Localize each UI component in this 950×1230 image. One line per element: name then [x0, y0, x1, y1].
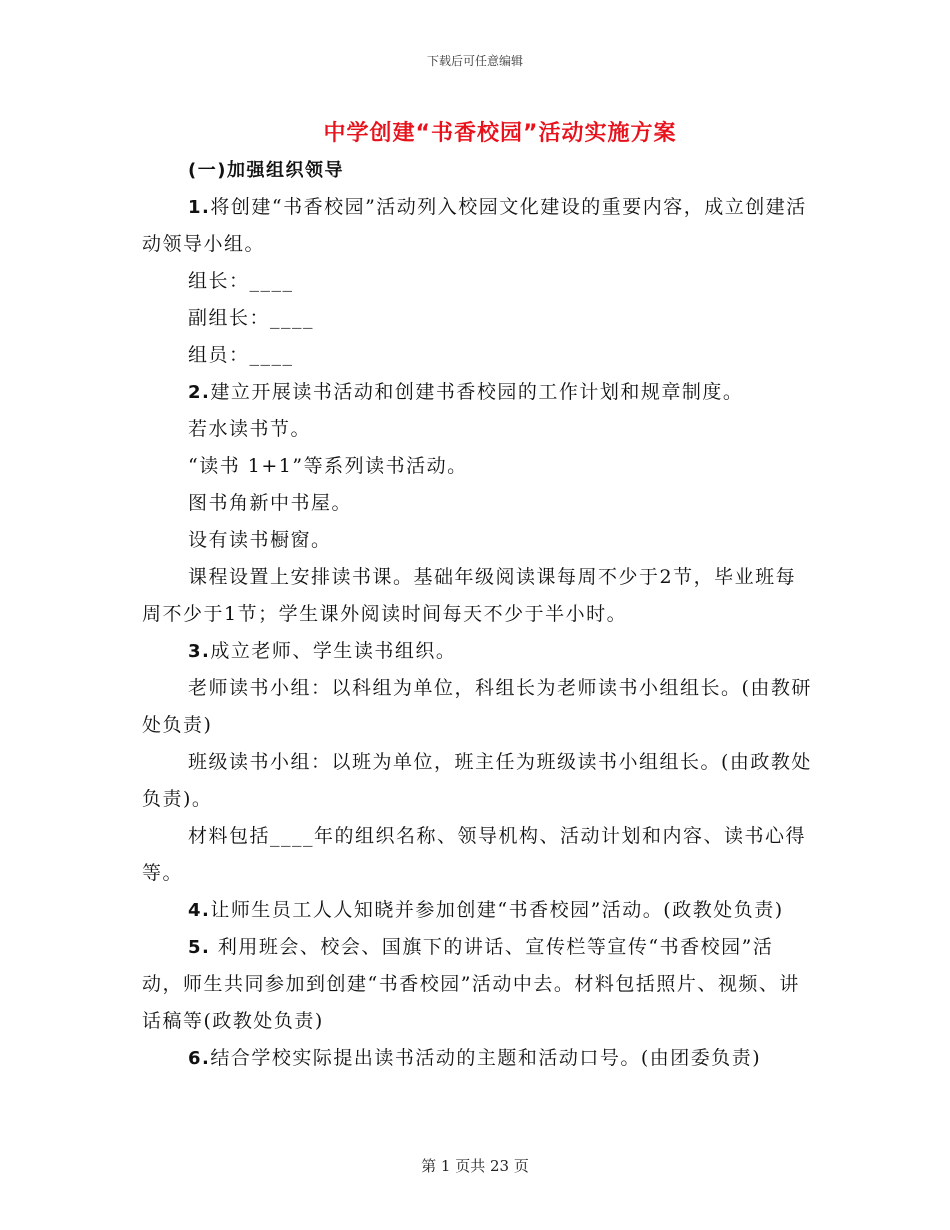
teacher-group-paragraph: 老师读书小组：以科组为单位，科组长为老师读书小组组长。(由教研处负责) — [142, 677, 812, 736]
series-line: “读书 1+1”等系列读书活动。 — [188, 455, 468, 477]
item-1 — [142, 189, 812, 263]
item-number: 6. — [188, 1048, 211, 1069]
item-number: 2. — [188, 382, 211, 403]
item-number: 4. — [188, 900, 211, 921]
document-title: 中学创建“书香校园”活动实施方案 — [323, 121, 677, 146]
members-line: 组员：____ — [188, 344, 294, 366]
window-line: 设有读书橱窗。 — [188, 529, 332, 551]
page-footer: 第 1 页共 23 页 — [421, 1157, 529, 1175]
festival-line: 若水读书节。 — [188, 418, 312, 440]
item-3 — [142, 633, 812, 670]
section-heading: (一)加强组织领导 — [188, 160, 344, 181]
item-6 — [142, 1040, 812, 1077]
class-group-paragraph: 班级读书小组：以班为单位，班主任为班级读书小组组长。(由政教处负责)。 — [142, 751, 812, 810]
item-number: 3. — [188, 641, 211, 662]
item-4 — [142, 892, 812, 929]
leader-line: 组长：____ — [188, 270, 294, 292]
item-number: 1. — [188, 197, 211, 218]
item-2 — [142, 374, 812, 411]
document-body — [142, 150, 812, 1077]
library-line: 图书角新中书屋。 — [188, 492, 353, 514]
item-text: 将创建“书香校园”活动列入校园文化建设的重要内容，成立创建活动领导小组。 — [142, 196, 807, 255]
item-text: 建立开展读书活动和创建书香校园的工作计划和规章制度。 — [210, 381, 744, 403]
vice-leader-line: 副组长：____ — [188, 307, 315, 329]
item-text: 结合学校实际提出读书活动的主题和活动口号。(由团委负责) — [210, 1047, 762, 1069]
item-text: 利用班会、校会、国旗下的讲话、宣传栏等宣传“书香校园”活动，师生共同参加到创建“书香校园”活动中去。材料包括照片、视频、讲话稿等(政教处负责) — [142, 936, 800, 1032]
materials-paragraph: 材料包括____年的组织名称、领导机构、活动计划和内容、读书心得等。 — [142, 825, 807, 884]
item-text: 让师生员工人人知晓并参加创建“书香校园”活动。(政教处负责) — [210, 899, 784, 921]
course-paragraph: 课程设置上安排读书课。基础年级阅读课每周不少于2节，毕业班每周不少于1节；学生课外阅读时间每天不少于半小时。 — [142, 566, 797, 625]
item-number: 5. — [188, 937, 211, 958]
item-5 — [142, 929, 812, 1040]
item-text: 成立老师、学生读书组织。 — [210, 640, 457, 662]
page-header: 下载后可任意编辑 — [426, 54, 523, 68]
